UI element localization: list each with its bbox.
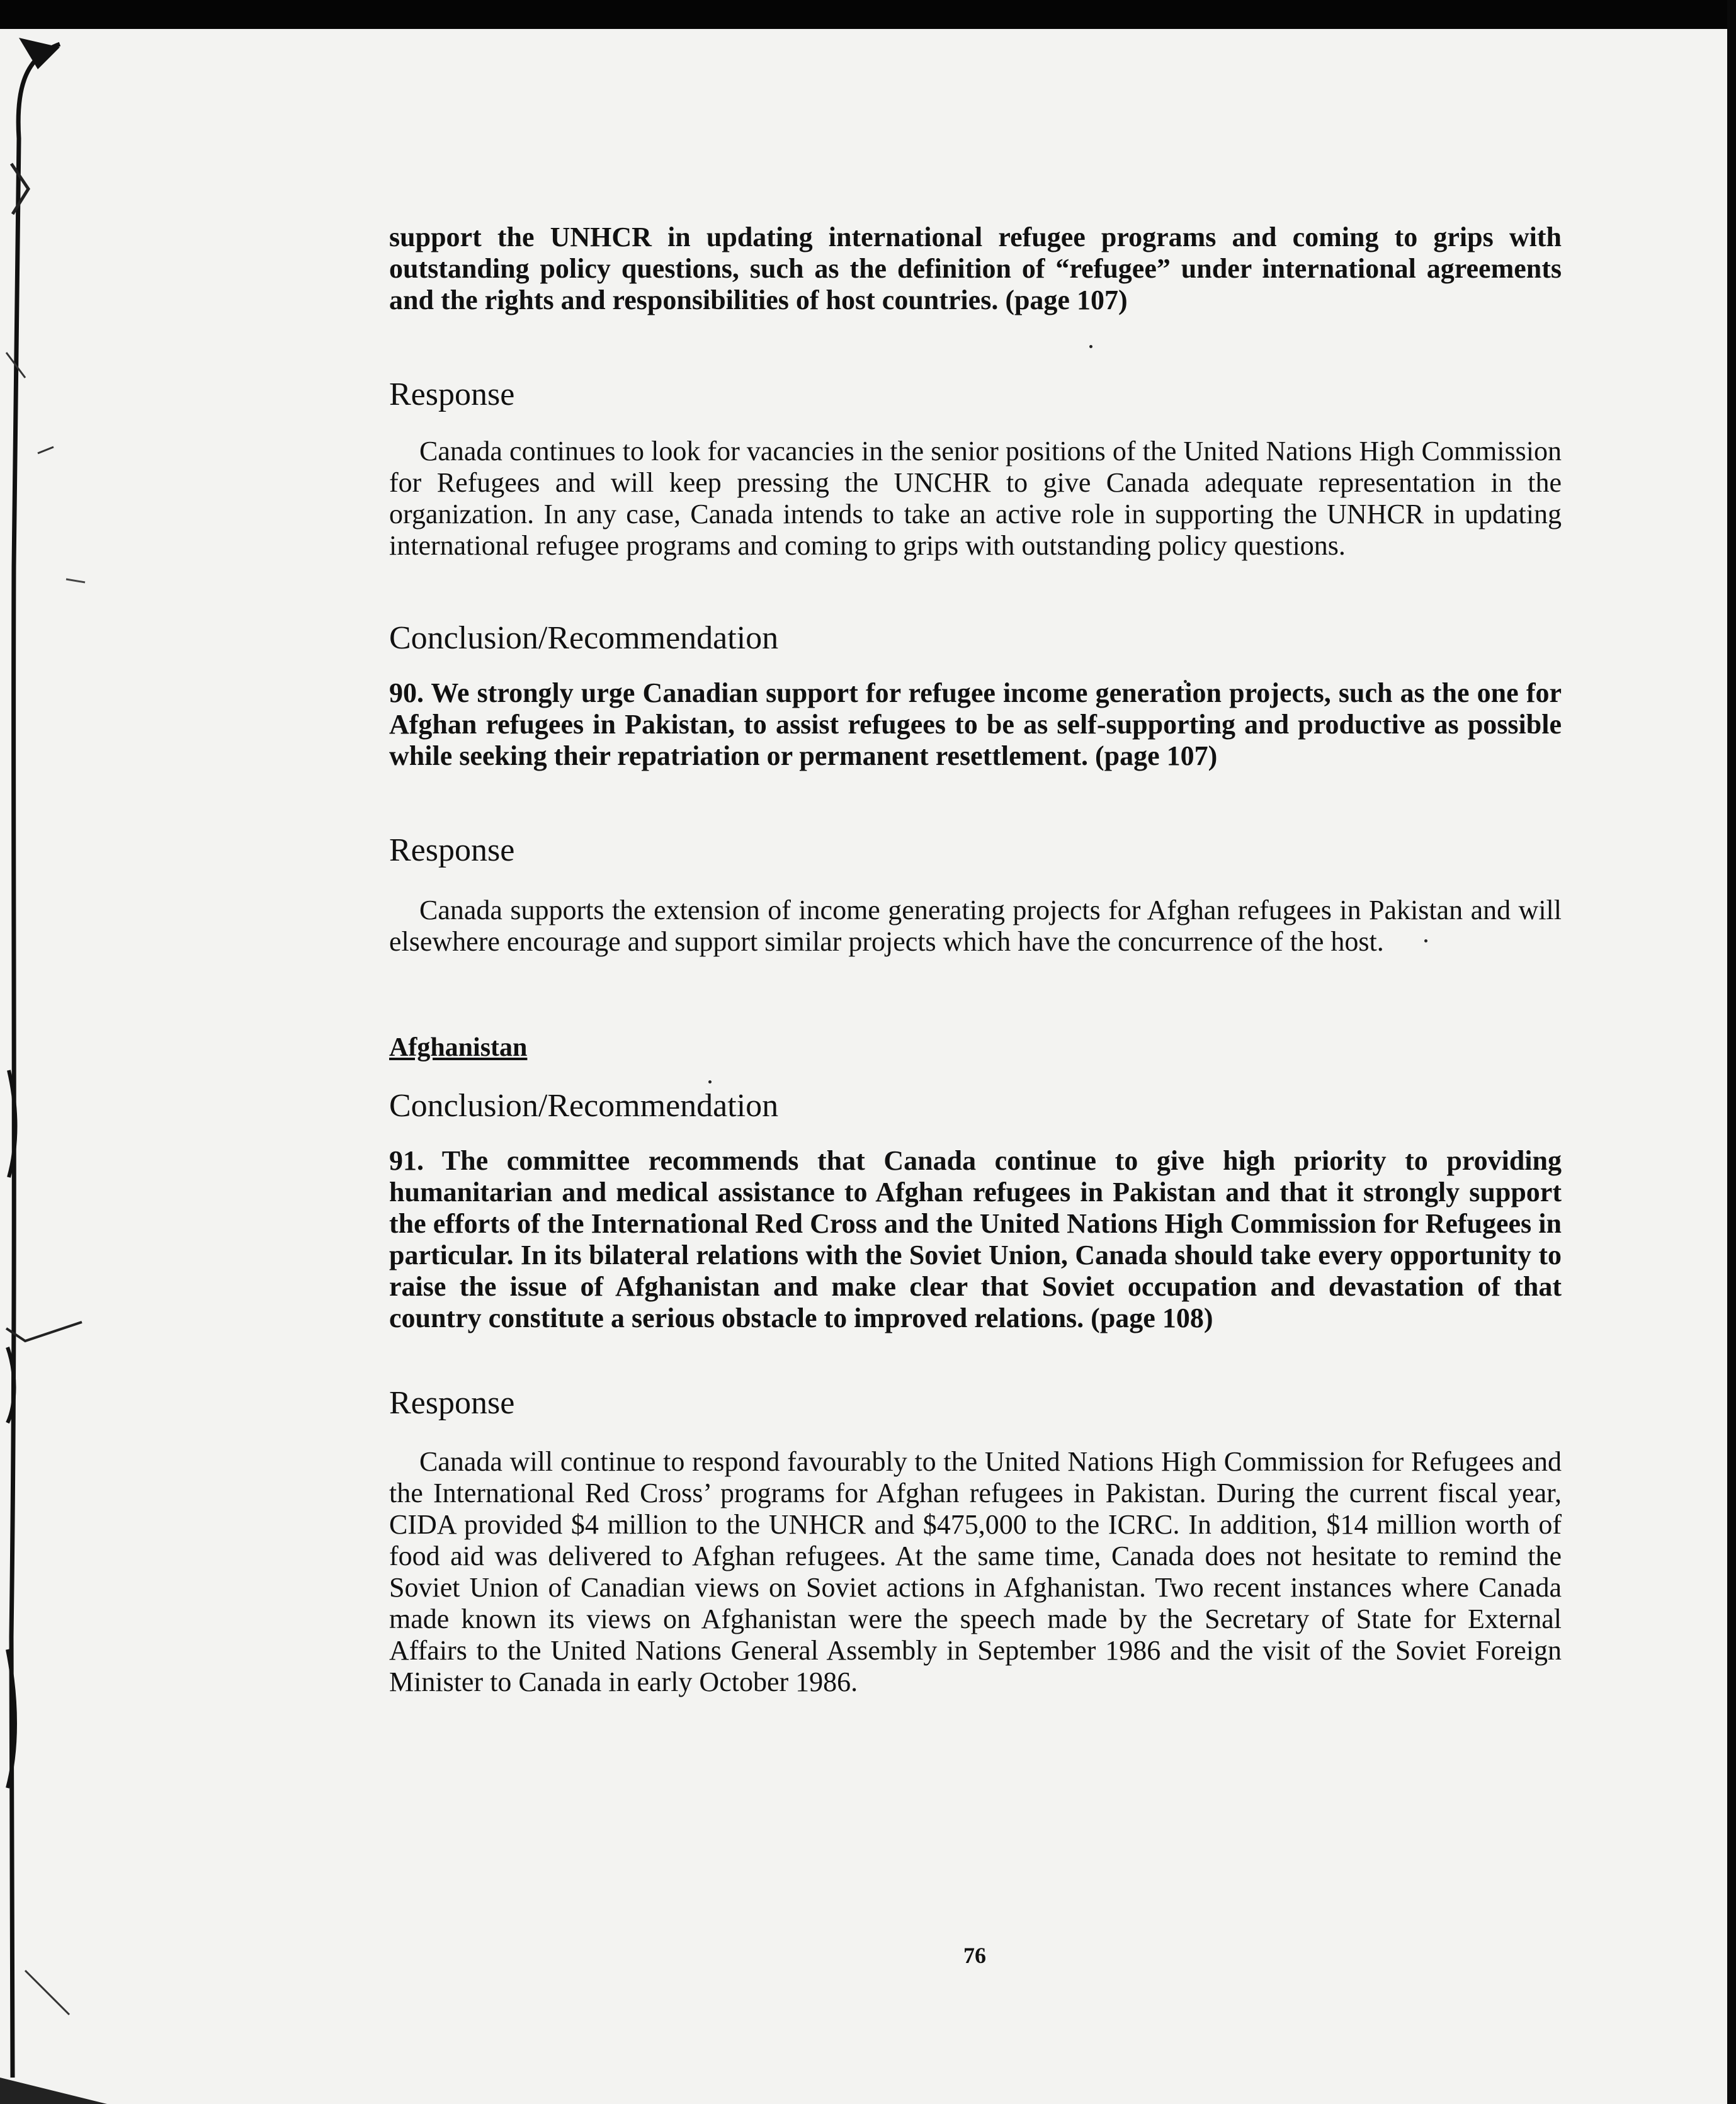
- page-number: 76: [963, 1943, 986, 1968]
- country-subheading: Afghanistan: [389, 1033, 528, 1062]
- response-text: Canada will continue to respond favourably to the United Nations High Commission for Refugees and the International Red Cross’ programs for Afghan refugees in Pakistan. During the current fiscal year, CIDA provided $4 million to the UNHCR and $475,000 to the ICRC. In addition, $14 million worth of food aid was delivered to Afghan refugees. At the same time, Canada does not hesitate to remind the Soviet Union of Canadian views on Soviet actions in Afghanistan. Two recent instances where Canada made known its views on Afghanistan were the speech made by the Secretary of State for External Affairs to the United Nations General Assembly in September 1986 and the visit of the Soviet Foreign Minister to Canada in early October 1986.: [389, 1446, 1562, 1697]
- response-heading: Response: [389, 376, 515, 412]
- scan-top-border: [0, 0, 1736, 29]
- recommendation-90-text: 90. We strongly urge Canadian support for refugee income generation projects, such as the one for Afghan refugees in Pakistan, to assist refugees to be as self-supporting and productive as possible while seeking their repatriation or permanent resettlement. (page 107): [389, 677, 1562, 771]
- response-text: Canada supports the extension of income generating projects for Afghan refugees in Pakistan and will elsewhere encourage and support similar projects which have the concurrence of the host.: [389, 895, 1562, 957]
- response-text: Canada continues to look for vacancies in the senior positions of the United Nations High Commission for Refugees and will keep pressing the UNCHR to give Canada adequate representation in the organization. In any case, Canada intends to take an active role in supporting the UNHCR in updating international refugee programs and coming to grips with outstanding policy questions.: [389, 436, 1562, 561]
- conclusion-heading: Conclusion/Recommendation: [389, 620, 779, 656]
- conclusion-heading: Conclusion/Recommendation: [389, 1088, 779, 1124]
- binding-edge-marks: [0, 0, 107, 2104]
- response-heading: Response: [389, 1385, 515, 1421]
- document-page: [389, 222, 1562, 1698]
- recommendation-91-text: 91. The committee recommends that Canada continue to give high priority to providing humanitarian and medical assistance to Afghan refugees in Pakistan and that it strongly support the efforts of the International Red Cross and the United Nations High Commission for Refugees in particular. In its bilateral relations with the Soviet Union, Canada should take every opportunity to raise the issue of Afghanistan and make clear that Soviet occupation and devastation of that country constitute a serious obstacle to improved relations. (page 108): [389, 1145, 1562, 1333]
- scan-right-border: [1727, 0, 1736, 2104]
- opening-recommendation-text: support the UNHCR in updating international refugee programs and coming to grips with outstanding policy questions, such as the definition of “refugee” under international agreements and the rights and responsibilities of host countries. (page 107): [389, 222, 1562, 315]
- response-heading: Response: [389, 832, 515, 868]
